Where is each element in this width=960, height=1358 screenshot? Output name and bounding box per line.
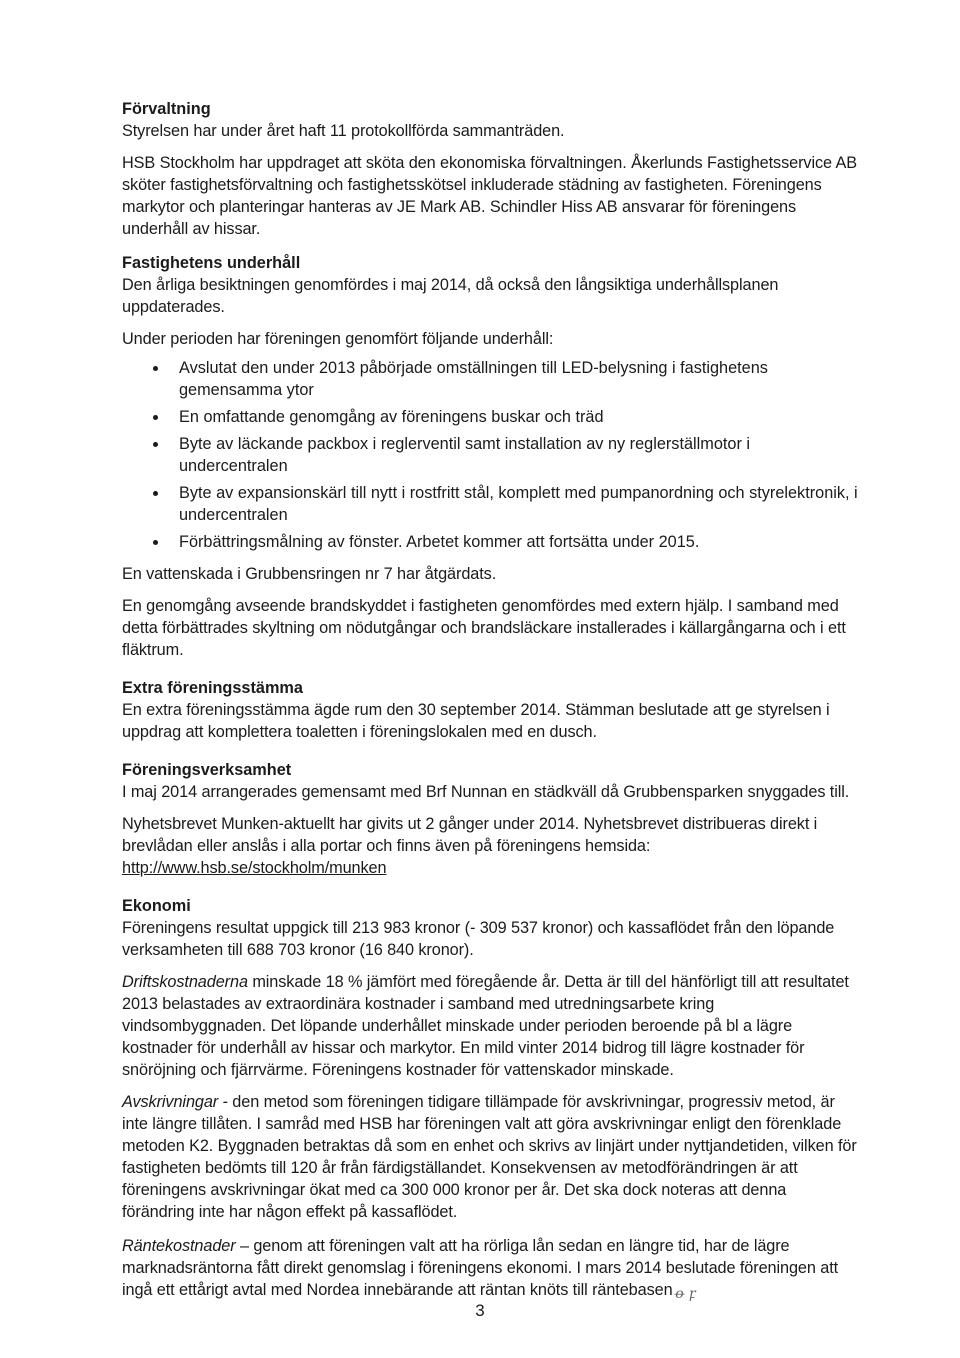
bullet-icon — [153, 491, 158, 496]
page-number: 3 — [475, 1301, 485, 1320]
paragraph: Räntekostnader – genom att föreningen valt att ha rörliga lån sedan en längre tid, har de lägre marknadsräntorna fått direkt genomslag i föreningens ekonomi. I mars 2014 beslutade föreningen att ingå ett ettårigt avtal med Nordea innebärande att räntan knöts till räntebasen ꝋ ꝼ — [122, 1235, 862, 1302]
heading-foreningsverksamhet: Föreningsverksamhet — [122, 761, 292, 779]
bullet-icon — [153, 415, 158, 420]
paragraph: Driftskostnaderna minskade 18 % jämfört med föregående år. Detta är till del hänförligt till att resultatet 2013 belastades av extraordinära kostnader i samband med utredningsarbete kring vindsombyggnaden. Det löpande underhållet minskade under perioden beroende på bl a lägre kostnader för underhåll av hissar och markytor. En mild vinter 2014 bidrog till lägre kostnader för snöröjning och fjärrvärme. Föreningens kostnader för vattenskador minskade. — [122, 973, 849, 1079]
term-rantekostnader: Räntekostnader — [122, 1237, 236, 1255]
list-item: Förbättringsmålning av fönster. Arbetet kommer att fortsätta under 2015. — [122, 531, 862, 553]
list-item: Avslutat den under 2013 påbörjade omställningen till LED-belysning i fastighetens gemensamma ytor — [122, 357, 862, 401]
term-driftskostnader: Driftskostnaderna — [122, 973, 248, 991]
paragraph: Avskrivningar - den metod som föreningen tidigare tillämpade för avskrivningar, progressiv metod, är inte längre tillåten. I samråd med HSB har föreningen valt att göra avskrivningar enligt den förenklade metoden K2. Byggnaden betraktas då som en enhet och skrivs av linjärt under nyttjandetiden, vilken för fastigheten bedömts till 120 år från färdigställandet. Konsekvensen av metodförändringen är att föreningens avskrivningar ökat med ca 300 000 kronor per år. Det ska dock noteras att denna förändring inte har någon effekt på kassaflödet. — [122, 1093, 857, 1221]
term-avskrivningar: Avskrivningar — [122, 1093, 219, 1111]
paragraph: Nyhetsbrevet Munken-aktuellt har givits ut 2 gånger under 2014. Nyhetsbrevet distribueras direkt i brevlådan eller anslås i alla portar och finns även på föreningens hemsida: http://www.hsb.se/stockholm/munken — [122, 815, 818, 877]
paragraph: Under perioden har föreningen genomfört följande underhåll: — [122, 330, 554, 348]
paragraph: I maj 2014 arrangerades gemensamt med Brf Nunnan en städkväll då Grubbensparken snyggades till. — [122, 783, 850, 801]
list-item: Byte av läckande packbox i reglerventil samt installation av ny reglerställmotor i undercentralen — [122, 433, 862, 477]
list-item: En omfattande genomgång av föreningens buskar och träd — [122, 406, 862, 428]
heading-extra-stamma: Extra föreningsstämma — [122, 679, 303, 697]
heading-forvaltning: Förvaltning — [122, 100, 211, 118]
maintenance-list — [122, 357, 862, 553]
document-page — [122, 98, 862, 1302]
handwritten-initials: ꝋ ꝼ — [674, 1286, 696, 1302]
paragraph: Den årliga besiktningen genomfördes i maj 2014, då också den långsiktiga underhållsplanen uppdaterades. — [122, 276, 779, 316]
paragraph: HSB Stockholm har uppdraget att sköta den ekonomiska förvaltningen. Åkerlunds Fastighetsservice AB sköter fastighetsförvaltning och fastighetsskötsel inkluderade städning av fastigheten. Föreningens markytor och planteringar hanteras av JE Mark AB. Schindler Hiss AB ansvarar för föreningens underhåll av hissar. — [122, 154, 858, 238]
heading-underhall: Fastighetens underhåll — [122, 254, 301, 272]
bullet-icon — [153, 366, 158, 371]
bullet-icon — [153, 540, 158, 545]
paragraph: En extra föreningsstämma ägde rum den 30 september 2014. Stämman beslutade att ge styrelsen i uppdrag att komplettera toaletten i föreningslokalen med en dusch. — [122, 701, 830, 741]
heading-ekonomi: Ekonomi — [122, 897, 191, 915]
homepage-link[interactable]: http://www.hsb.se/stockholm/munken — [122, 859, 387, 877]
paragraph: En vattenskada i Grubbensringen nr 7 har åtgärdats. — [122, 565, 497, 583]
paragraph: Styrelsen har under året haft 11 protokollförda sammanträden. — [122, 122, 565, 140]
list-item: Byte av expansionskärl till nytt i rostfritt stål, komplett med pumpanordning och styrelektronik, i undercentralen — [122, 482, 862, 526]
paragraph: En genomgång avseende brandskyddet i fastigheten genomfördes med extern hjälp. I samband med detta förbättrades skyltning om nödutgångar och brandsläckare installerades i källargångarna och i ett fläktrum. — [122, 597, 846, 659]
paragraph: Föreningens resultat uppgick till 213 983 kronor (- 309 537 kronor) och kassaflödet från den löpande verksamheten till 688 703 kronor (16 840 kronor). — [122, 919, 835, 959]
bullet-icon — [153, 442, 158, 447]
